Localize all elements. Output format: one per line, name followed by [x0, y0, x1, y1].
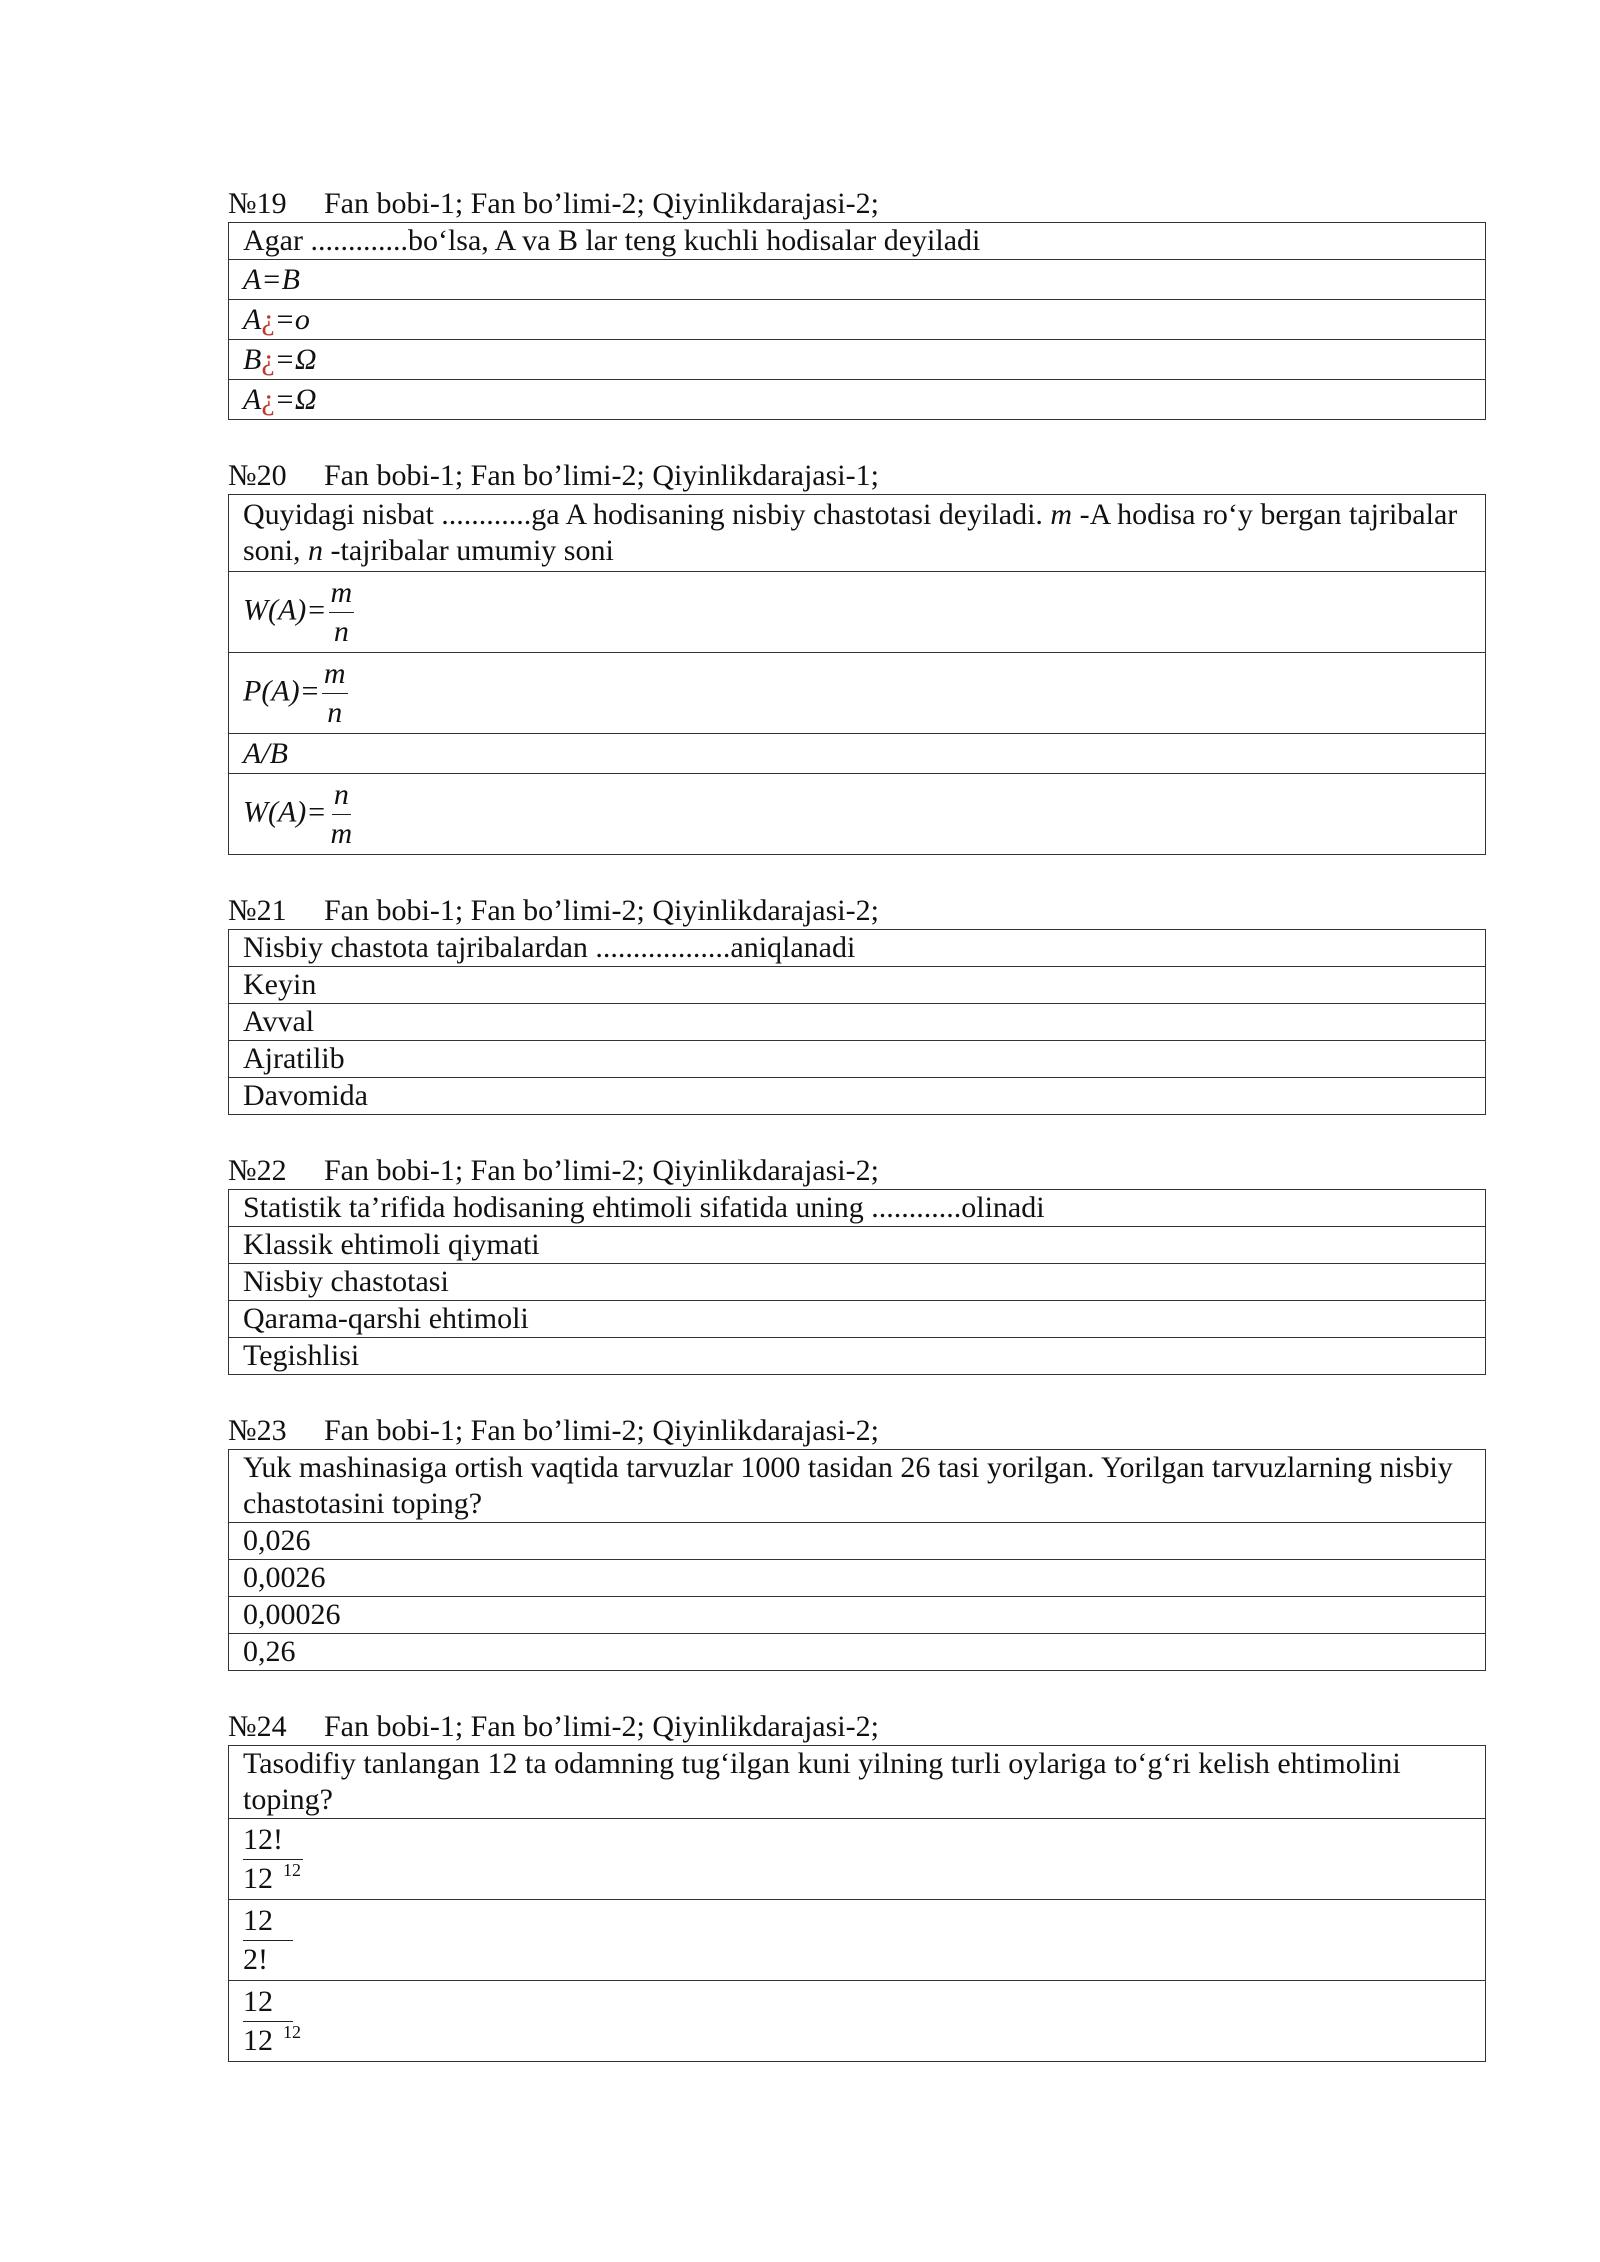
answer-option[interactable] [229, 340, 1486, 380]
question-meta: Fan bobi-1; Fan bo’limi-2; Qiyinlikdarajasi-2; [324, 1710, 879, 1743]
question-header [228, 1413, 1486, 1449]
question-23 [228, 1413, 1486, 1671]
answer-option[interactable] [229, 380, 1486, 420]
answer-option[interactable]: Avval [229, 1004, 1486, 1041]
question-table [228, 494, 1486, 855]
answer-option[interactable] [229, 572, 1486, 653]
fraction [322, 655, 348, 732]
option-formula: B¿=Ω [243, 342, 317, 376]
variable-n: n [308, 534, 324, 567]
test-page [228, 186, 1486, 2100]
question-text-part: -A hodisa ro‘y bergan tajribalar soni, [243, 498, 1458, 567]
answer-option[interactable] [229, 653, 1486, 734]
fraction [243, 1821, 311, 1898]
question-text-part: Quyidagi nisbat ............ga A hodisaning nisbiy chastotasi deyiladi. [243, 498, 1051, 531]
fraction-numerator: m [329, 574, 355, 613]
question-22 [228, 1153, 1486, 1375]
denominator-exponent: 12 [283, 1859, 301, 1880]
option-formula: A=B [243, 262, 300, 296]
answer-option[interactable]: Tegishlisi [229, 1338, 1486, 1375]
question-24 [228, 1709, 1486, 2062]
option-lhs: W(A)= [243, 592, 327, 626]
question-number: №24 [228, 1710, 287, 1743]
question-19 [228, 186, 1486, 420]
question-header [228, 1153, 1486, 1189]
answer-option[interactable]: Ajratilib [229, 1041, 1486, 1078]
fraction-numerator: n [332, 776, 351, 815]
answer-option[interactable]: 0,26 [229, 1634, 1486, 1671]
question-meta: Fan bobi-1; Fan bo’limi-2; Qiyinlikdarajasi-2; [324, 187, 879, 220]
answer-option[interactable] [229, 1819, 1486, 1900]
answer-option[interactable]: Davomida [229, 1078, 1486, 1115]
question-text: Tasodifiy tanlangan 12 ta odamning tug‘ilgan kuni yilning turli oylariga to‘g‘ri kelish ehtimolini toping? [229, 1746, 1486, 1819]
fraction-numerator [243, 1821, 303, 1860]
fraction-numerator [243, 1902, 293, 1941]
fraction [329, 574, 355, 651]
question-21 [228, 893, 1486, 1115]
question-text [229, 495, 1486, 572]
option-formula: A/B [243, 736, 288, 770]
fraction-denominator: m [330, 816, 353, 850]
fraction [243, 1902, 293, 1979]
denominator-exponent: 12 [283, 2021, 301, 2042]
numerator-value: 12 [243, 1903, 273, 1937]
fraction-numerator: m [322, 655, 348, 694]
question-table [228, 1745, 1486, 2062]
option-formula: A¿=o [243, 302, 310, 336]
fraction-denominator: n [327, 695, 343, 729]
answer-option[interactable] [229, 1981, 1486, 2062]
question-number: №23 [228, 1414, 287, 1447]
question-header [228, 458, 1486, 494]
question-header [228, 893, 1486, 929]
question-table [228, 1449, 1486, 1671]
answer-option[interactable] [229, 260, 1486, 300]
question-text-part: -tajribalar umumiy soni [323, 534, 614, 567]
denominator-base: 12 [243, 2023, 273, 2057]
fraction-denominator [243, 1941, 288, 1979]
question-table [228, 1189, 1486, 1375]
answer-option[interactable]: Keyin [229, 967, 1486, 1004]
question-table [228, 222, 1486, 420]
answer-option[interactable]: Nisbiy chastotasi [229, 1264, 1486, 1301]
question-table [228, 929, 1486, 1115]
question-meta: Fan bobi-1; Fan bo’limi-2; Qiyinlikdarajasi-2; [324, 1414, 879, 1447]
question-header [228, 1709, 1486, 1745]
question-text: Yuk mashinasiga ortish vaqtida tarvuzlar 1000 tasidan 26 tasi yorilgan. Yorilgan tarvuzlarning nisbiy chastotasini toping? [229, 1450, 1486, 1523]
denominator-base: 2! [243, 1942, 268, 1976]
question-meta: Fan bobi-1; Fan bo’limi-2; Qiyinlikdarajasi-2; [324, 894, 879, 927]
question-20 [228, 458, 1486, 855]
answer-option[interactable]: 0,00026 [229, 1597, 1486, 1634]
question-number: №22 [228, 1154, 287, 1187]
answer-option[interactable] [229, 734, 1486, 774]
answer-option[interactable] [229, 774, 1486, 855]
fraction-denominator: n [333, 614, 349, 648]
question-header [228, 186, 1486, 222]
answer-option[interactable]: 0,026 [229, 1523, 1486, 1560]
question-number: №19 [228, 187, 287, 220]
numerator-value: 12! [243, 1822, 283, 1856]
option-formula: A¿=Ω [243, 382, 317, 416]
denominator-base: 12 [243, 1861, 273, 1895]
question-text: Statistik ta’rifida hodisaning ehtimoli sifatida uning ............olinadi [229, 1190, 1486, 1227]
option-lhs: P(A)= [243, 673, 320, 707]
question-meta: Fan bobi-1; Fan bo’limi-2; Qiyinlikdarajasi-2; [324, 1154, 879, 1187]
answer-option[interactable]: Qarama-qarshi ehtimoli [229, 1301, 1486, 1338]
answer-option[interactable] [229, 300, 1486, 340]
fraction-denominator [243, 2022, 311, 2060]
question-number: №20 [228, 459, 287, 492]
fraction-numerator [243, 1983, 293, 2022]
numerator-value: 12 [243, 1984, 273, 2018]
question-text: Nisbiy chastota tajribalardan ..................aniqlanadi [229, 930, 1486, 967]
answer-option[interactable] [229, 1900, 1486, 1981]
option-lhs: W(A)= [243, 794, 327, 828]
answer-option[interactable]: Klassik ehtimoli qiymati [229, 1227, 1486, 1264]
answer-option[interactable]: 0,0026 [229, 1560, 1486, 1597]
question-number: №21 [228, 894, 287, 927]
fraction [329, 776, 355, 853]
question-text: Agar .............bo‘lsa, A va B lar teng kuchli hodisalar deyiladi [229, 223, 1486, 260]
fraction [243, 1983, 311, 2060]
variable-m: m [1050, 498, 1073, 531]
question-meta: Fan bobi-1; Fan bo’limi-2; Qiyinlikdarajasi-1; [324, 459, 879, 492]
fraction-denominator [243, 1860, 311, 1898]
